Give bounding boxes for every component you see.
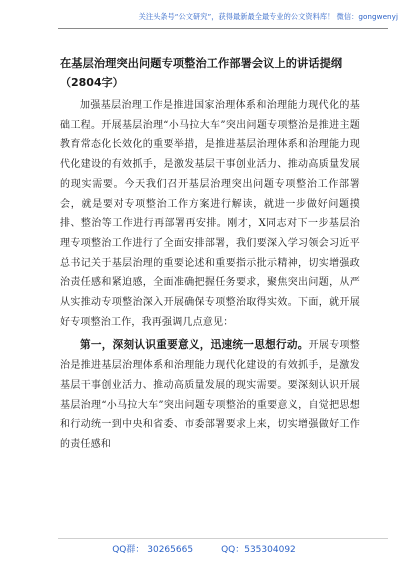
section-paragraph [60, 336, 360, 454]
document-title: 在基层治理突出问题专项整治工作部署会议上的讲话提纲 [60, 57, 343, 70]
word-count: （2804字） [60, 76, 124, 89]
section-heading: 第一，深刻认识重要意义，迅速统一思想行动。 [80, 339, 309, 352]
footer-qq: QQ：535304092 [221, 545, 296, 555]
footer-qq-group: QQ群： 30265665 [112, 545, 194, 555]
header-divider [58, 28, 388, 29]
header-note: 关注头条号“公文研究”，获得最新最全最专业的公文资料库！ 微信：gongwenyj [138, 12, 398, 21]
body-paragraph: 加强基层治理工作是推进国家治理体系和治理能力现代化的基础工程。开展基层治理“小马拉大车”突出问题专项整治是推进主题教育常态化长效化的重要举措，是推进基层治理体系和治理能力现代化建设的有效抓手，是激发基层干事创业活力、推动高质量发展的现实需要。今天我们召开基层治理突出问题专项整治工作部署会，就是要对专项整治工作方案进行解读，就进一步做好问题摸排、整治等工作进行再部署再安排。刚才，X同志对下一步基层治理专项整治工作进行了全面安排部署，我们要深入学习领会习近平总书记关于基层治理的重要论述和重要指示批示精神，切实增强政治责任感和紧迫感，全面准确把握任务要求，聚焦突出问题，从严从实推动专项整治深入开展确保专项整治取得实效。下面，就开展好专项整治工作，我再强调几点意见： [60, 100, 360, 328]
section-text: 开展专项整治是推进基层治理体系和治理能力现代化建设的有效抓手，是激发基层干事创业活力、推动高质量发展的现实需要。要深刻认识开展基层治理“小马拉大车”突出问题专项整治的重要意义，自觉把思想和行动统一到中央和省委、市委部署要求上来，切实增强做好工作的责任感和 [60, 340, 360, 450]
document-body [60, 96, 360, 455]
footer-contact [0, 542, 408, 555]
footer-divider [58, 538, 388, 539]
